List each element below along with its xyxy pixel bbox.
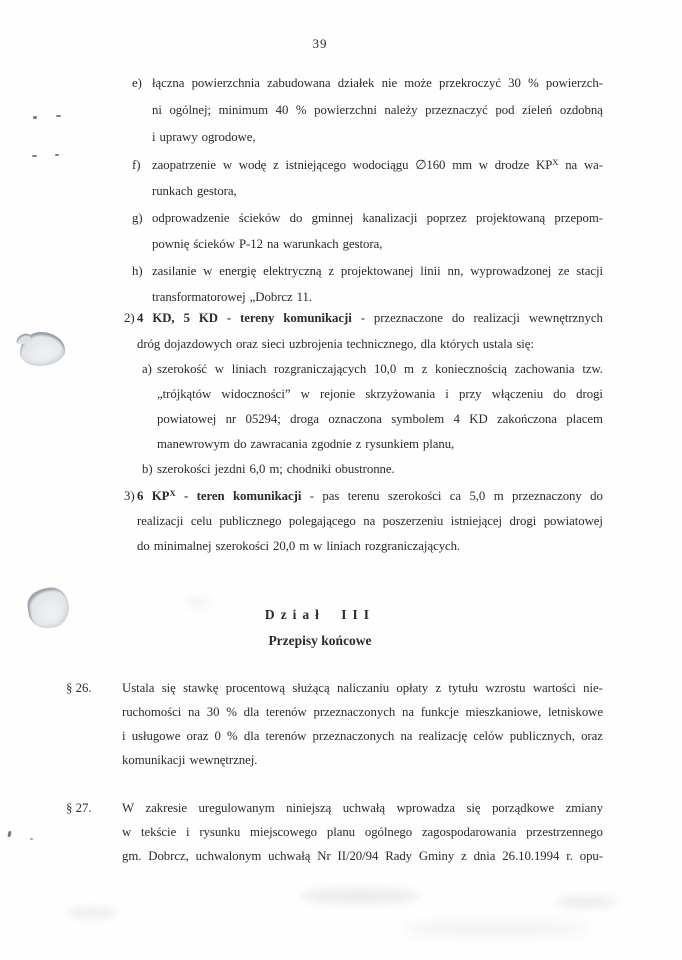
block-item-e — [132, 76, 603, 157]
text-line: 6 $KP^X$ - teren komunikacji - pas terenu szerokości ca 5,0 m przeznaczony do — [137, 487, 603, 503]
text-line: komunikacji wewnętrznej. — [122, 753, 258, 767]
text-line: szerokości jezdni 6,0 m; chodniki obustronne. — [157, 462, 395, 476]
scan-smudge — [185, 598, 211, 607]
text-line: transformatorowej „Dobrcz 11. — [152, 290, 313, 304]
scan-speck — [55, 154, 59, 156]
block-item-2a — [142, 362, 603, 462]
text-line: 4 KD, 5 KD - tereny komunikacji - przeznaczone do realizacji wewnętrznych — [137, 311, 603, 325]
text-line: manewrowym do zawracania zgodnie z rysunkiem planu, — [157, 437, 455, 451]
page-number: 39 — [312, 36, 328, 51]
list-marker: 3) — [124, 489, 135, 503]
block-item-g — [132, 211, 603, 263]
scan-smudge — [556, 896, 618, 908]
text-line: odprowadzenie ścieków do gminnej kanalizacji poprzez projektowaną przepom- — [152, 211, 603, 225]
scan-speck — [7, 831, 11, 838]
scan-smudge — [66, 908, 118, 918]
text-line: realizacji celu publicznego polegającego na poszerzeniu istniejącej drogi powiatowej — [137, 514, 603, 528]
text-line: powiatowej nr 05294; droga oznaczona symbolem 4 KD zakończona placem — [157, 412, 603, 426]
block-item-2b — [142, 462, 603, 487]
text-line: ruchomości na 30 % dla terenów przeznaczonych na funkcje mieszkaniowe, letniskowe — [122, 705, 603, 719]
block-item-2 — [124, 311, 603, 363]
scan-speck — [30, 838, 33, 840]
text-line: pownię ścieków P-12 na warunkach gestora, — [152, 237, 383, 251]
scan-artifact-blob-bottom — [25, 585, 71, 630]
text-line: „trójkątów widoczności” w rejonie skrzyżowania i przy włączeniu do drogi — [157, 387, 603, 401]
text-line: do minimalnej szerokości 20,0 m w liniach rozgraniczających. — [137, 539, 461, 553]
text-line: dróg dojazdowych oraz sieci uzbrojenia technicznego, dla których ustala się: — [137, 337, 534, 351]
block-sec-26 — [66, 681, 603, 777]
list-marker: h) — [132, 264, 143, 278]
text-line: i usługowe oraz 0 % dla terenów przeznaczonych na realizację celów publicznych, oraz — [122, 729, 603, 743]
text-line: Ustala się stawkę procentową służącą naliczaniu opłaty z tytułu wzrostu wartości nie- — [122, 681, 603, 695]
scan-artifact-blob-top — [20, 332, 65, 366]
text-line: W zakresie uregulowanym niniejszą uchwałą wprowadza się porządkowe zmiany — [122, 801, 603, 815]
text-line: szerokość w liniach rozgraniczających 10,0 m z koniecznością zachowania tzw. — [157, 362, 603, 376]
list-marker: a) — [142, 362, 152, 376]
list-marker: f) — [132, 158, 141, 172]
block-item-3 — [124, 487, 603, 564]
scan-speck — [33, 116, 37, 119]
text-line: łączna powierzchnia zabudowana działek nie może przekroczyć 30 % powierzch- — [152, 76, 603, 90]
scan-smudge — [300, 888, 420, 904]
list-marker: 2) — [124, 311, 135, 325]
text-line: ni ogólnej; minimum 40 % powierzchni należy przeznaczyć pod zieleń ozdobną — [152, 103, 603, 117]
chapter-subtitle: Przepisy końcowe — [268, 633, 372, 648]
text-line: runkach gestora, — [152, 184, 237, 198]
scan-speck — [32, 155, 37, 157]
text-line: w tekście i rysunku miejscowego planu ogólnego zagospodarowania przestrzennego — [122, 825, 603, 839]
text-line: gm. Dobrcz, uchwalonym uchwałą Nr II/20/94 Rady Gminy z dnia 26.10.1994 r. opu- — [122, 849, 603, 863]
scan-smudge — [400, 924, 590, 934]
block-item-h — [132, 264, 603, 316]
list-marker: b) — [142, 462, 153, 476]
list-marker: § 26. — [66, 681, 92, 695]
scan-speck — [56, 115, 61, 117]
list-marker: e) — [132, 76, 142, 90]
block-item-f — [132, 156, 603, 210]
text-line: zasilanie w energię elektryczną z projektowanej linii nn, wyprowadzonej ze stacji — [152, 264, 603, 278]
block-sec-27 — [66, 801, 603, 873]
list-marker: g) — [132, 211, 143, 225]
list-marker: § 27. — [66, 801, 92, 815]
text-line: zaopatrzenie w wodę z istniejącego wodociągu ∅160 mm w drodze $KP^X$ na wa- — [152, 156, 603, 172]
chapter-heading: Dział III — [264, 607, 376, 622]
text-line: i uprawy ogrodowe, — [152, 130, 256, 144]
